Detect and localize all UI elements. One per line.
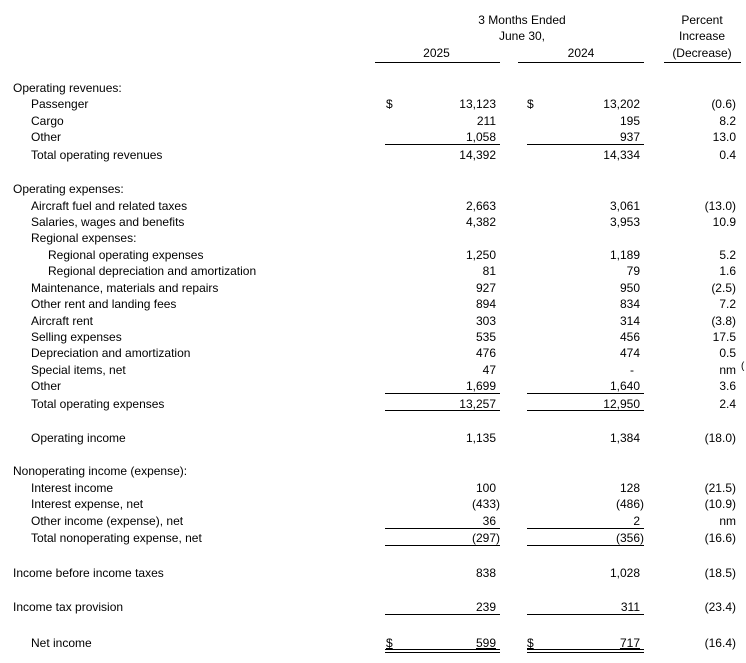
section-regional-expenses: Regional expenses: (31, 231, 137, 245)
value-2024: 314 (619, 314, 640, 328)
value-pct: (16.4) (704, 636, 736, 650)
value-pct: (0.6) (711, 97, 736, 111)
pct-header-line2: Increase (678, 29, 726, 43)
header-rule-pct (664, 62, 741, 63)
header-rule-2024 (518, 62, 644, 63)
row-label: Other (31, 379, 62, 393)
value-2024: 12,950 (603, 397, 640, 411)
total-rule (527, 545, 644, 546)
value-2024: 1,189 (609, 248, 640, 262)
row-label: Regional operating expenses (48, 248, 204, 262)
subtotal-rule (527, 614, 644, 615)
value-2025: 100 (475, 481, 496, 495)
row-label: Income tax provision (13, 600, 124, 614)
value-pct: (10.9) (704, 497, 736, 511)
row-label: Interest income (31, 481, 114, 495)
value-2025: 36 (482, 514, 496, 528)
value-pct: 8.2 (719, 114, 736, 128)
row-label: Maintenance, materials and repairs (31, 281, 219, 295)
value-2025: 4,382 (465, 215, 496, 229)
double-rule-bottom (385, 652, 500, 653)
period-header-line1: 3 Months Ended (478, 13, 566, 27)
value-2025: 47 (482, 363, 496, 377)
section-operating-expenses: Operating expenses: (13, 182, 124, 196)
value-2024: 3,953 (609, 215, 640, 229)
value-2025: 1,135 (465, 431, 496, 445)
subtotal-rule (385, 614, 500, 615)
subtotal-rule (385, 144, 500, 145)
value-2025: 535 (475, 330, 496, 344)
value-2024: (356) (615, 531, 644, 545)
value-pct: nm (719, 363, 736, 377)
value-2024: 1,640 (609, 379, 640, 393)
row-label: Selling expenses (31, 330, 122, 344)
value-2025: 894 (475, 297, 496, 311)
double-rule-bottom (527, 652, 644, 653)
value-2025: 1,058 (465, 130, 496, 144)
section-operating-revenues: Operating revenues: (13, 81, 122, 95)
value-pct: 3.6 (719, 379, 736, 393)
double-rule-top (527, 649, 644, 650)
row-label: Net income (31, 636, 92, 650)
row-label: Cargo (31, 114, 64, 128)
value-pct: 7.2 (719, 297, 736, 311)
subtotal-rule (385, 393, 500, 394)
col-header-2025: 2025 (423, 46, 450, 60)
row-label: Aircraft rent (31, 314, 94, 328)
currency-symbol: $ (386, 636, 393, 650)
row-label: Other (31, 130, 62, 144)
value-2025: 2,663 (465, 199, 496, 213)
subtotal-rule (385, 528, 500, 529)
value-pct: 10.9 (712, 215, 736, 229)
value-2025: 1,250 (465, 248, 496, 262)
value-2025: 211 (476, 114, 496, 128)
value-2024: 79 (626, 264, 640, 278)
total-rule (527, 410, 644, 411)
total-rule (385, 545, 500, 546)
row-label: Other income (expense), net (31, 514, 184, 528)
value-pct: 2.4 (719, 397, 736, 411)
value-2024: 14,334 (603, 148, 640, 162)
header-rule-2025 (375, 62, 500, 63)
section-nonoperating: Nonoperating income (expense): (13, 464, 188, 478)
row-label: Other rent and landing fees (31, 297, 177, 311)
subtotal-rule (527, 144, 644, 145)
value-pct: 17.5 (712, 330, 736, 344)
currency-symbol: $ (527, 97, 534, 111)
value-pct: (21.5) (704, 481, 736, 495)
row-label: Operating income (31, 431, 126, 445)
value-2025: 13,123 (459, 97, 496, 111)
period-header-line2: June 30, (498, 29, 546, 43)
value-2025: 599 (475, 636, 496, 650)
value-2024: - (630, 363, 634, 377)
value-2025: 476 (475, 346, 496, 360)
row-label: Passenger (31, 97, 89, 111)
value-pct: (18.0) (704, 431, 736, 445)
value-pct: (2.5) (711, 281, 736, 295)
value-2024: 13,202 (603, 97, 640, 111)
value-2024: 311 (620, 600, 640, 614)
subtotal-rule (527, 528, 644, 529)
value-pct: nm (719, 514, 736, 528)
value-pct: 13.0 (712, 130, 736, 144)
value-pct: 0.4 (719, 148, 736, 162)
value-2025: 14,392 (459, 148, 496, 162)
value-pct: (23.4) (704, 600, 736, 614)
row-label: Interest expense, net (31, 497, 144, 511)
value-2025: 13,257 (459, 397, 496, 411)
pct-header-line3: (Decrease) (672, 46, 732, 60)
value-2024: (486) (615, 497, 644, 511)
row-label: Total nonoperating expense, net (31, 531, 202, 545)
value-pct: (13.0) (704, 199, 736, 213)
value-2024: 128 (619, 481, 640, 495)
value-2025: 1,699 (465, 379, 496, 393)
value-pct: 5.2 (719, 248, 736, 262)
value-2024: 474 (619, 346, 640, 360)
value-2025: (297) (471, 531, 500, 545)
stray-mark: ( (741, 361, 745, 372)
value-pct: 1.6 (719, 264, 736, 278)
value-2025: 303 (475, 314, 496, 328)
value-2025: (433) (471, 497, 500, 511)
row-label: Depreciation and amortization (31, 346, 191, 360)
double-rule-top (385, 649, 500, 650)
value-pct: (3.8) (711, 314, 736, 328)
value-2024: 717 (619, 636, 640, 650)
row-label: Regional depreciation and amortization (48, 264, 257, 278)
value-2024: 2 (633, 514, 640, 528)
value-pct: (16.6) (704, 531, 736, 545)
currency-symbol: $ (527, 636, 534, 650)
value-2025: 927 (475, 281, 496, 295)
col-header-2024: 2024 (567, 46, 595, 60)
value-2024: 1,384 (609, 431, 640, 445)
row-label: Salaries, wages and benefits (31, 215, 185, 229)
value-2024: 937 (619, 130, 640, 144)
value-2025: 239 (475, 600, 496, 614)
pct-header-line1: Percent (681, 13, 723, 27)
value-2025: 838 (475, 566, 496, 580)
total-rule (385, 410, 500, 411)
value-2024: 195 (619, 114, 640, 128)
row-label: Total operating revenues (31, 148, 163, 162)
subtotal-rule (527, 393, 644, 394)
value-2024: 950 (619, 281, 640, 295)
row-label: Total operating expenses (31, 397, 165, 411)
value-2024: 456 (619, 330, 640, 344)
row-label: Aircraft fuel and related taxes (31, 199, 188, 213)
value-pct: 0.5 (719, 346, 736, 360)
currency-symbol: $ (386, 97, 393, 111)
value-2024: 834 (619, 297, 640, 311)
row-label: Income before income taxes (13, 566, 164, 580)
value-2024: 3,061 (609, 199, 640, 213)
value-2025: 81 (482, 264, 496, 278)
value-pct: (18.5) (704, 566, 736, 580)
row-label: Special items, net (31, 363, 126, 377)
value-2024: 1,028 (609, 566, 640, 580)
